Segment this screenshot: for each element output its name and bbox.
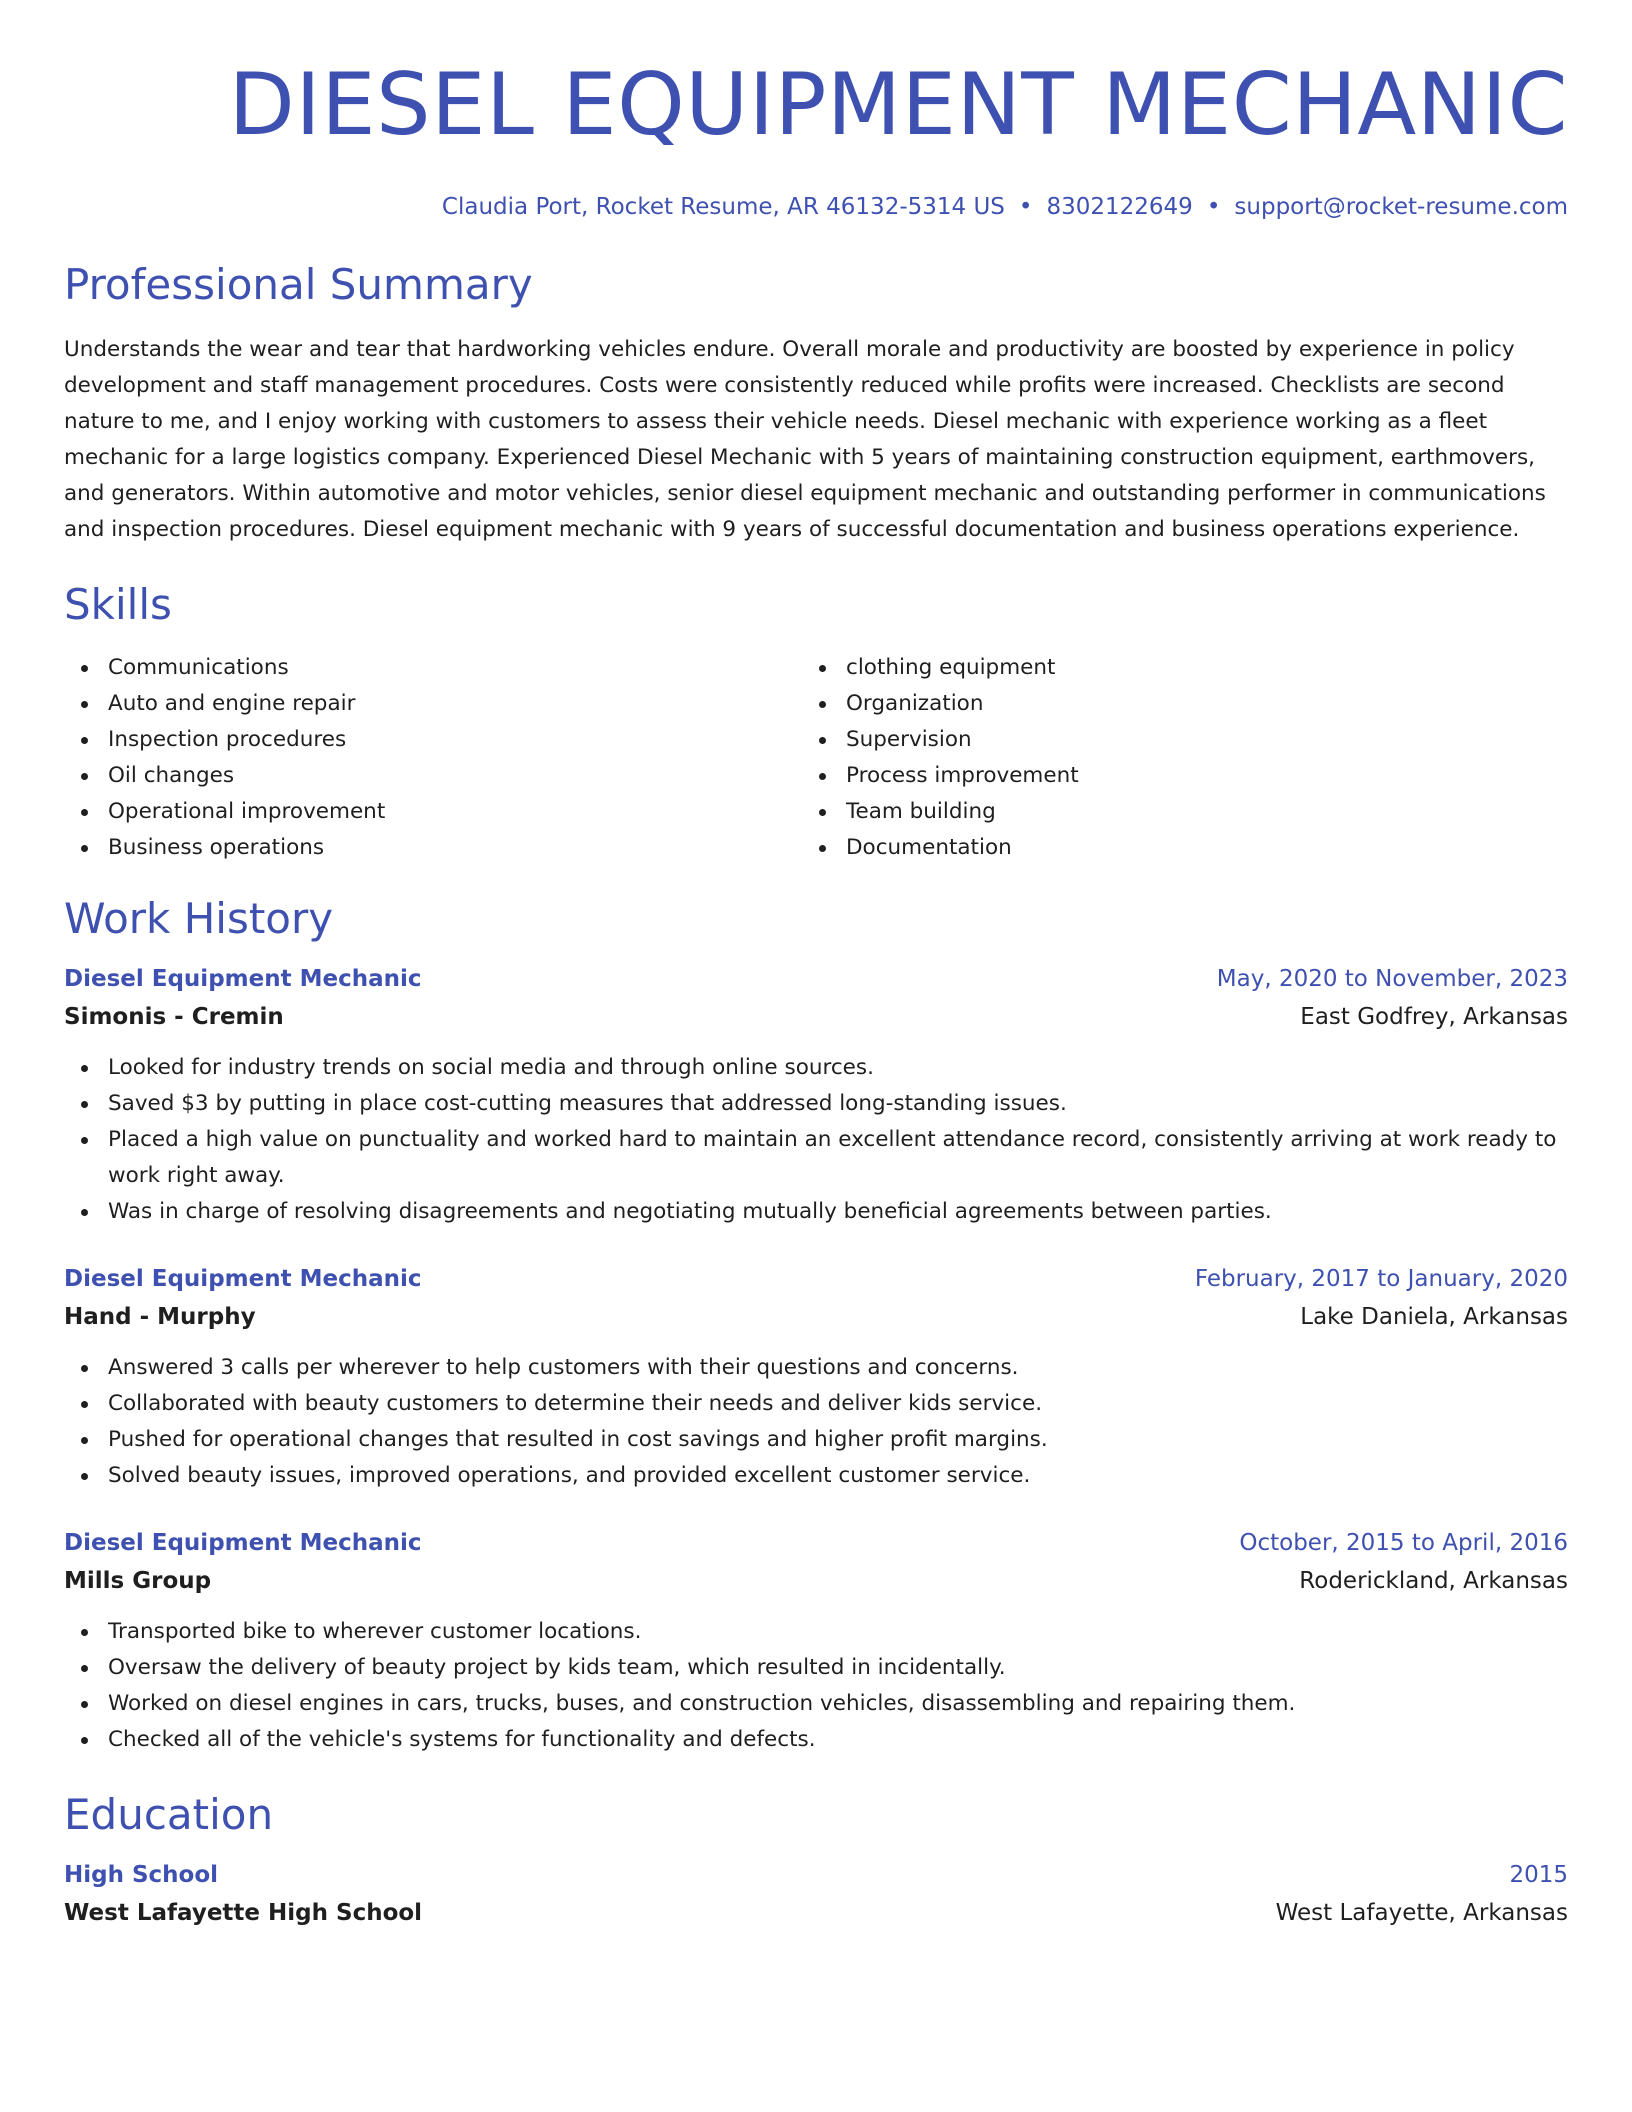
job-header-row	[64, 1524, 1568, 1562]
job-bullet: Answered 3 calls per wherever to help customers with their questions and concerns.	[64, 1350, 1568, 1386]
contact-email: support@rocket-resume.com	[1234, 194, 1568, 220]
education-degree: High School	[64, 1862, 219, 1888]
job-entry	[64, 1260, 1568, 1494]
section-title-work-history: Work History	[64, 894, 334, 943]
job-company: Mills Group	[64, 1568, 212, 1594]
contact-address: Claudia Port, Rocket Resume, AR 46132-5314 US	[441, 194, 1005, 220]
contact-line	[64, 192, 1568, 222]
job-dates: October, 2015 to April, 2016	[1239, 1530, 1568, 1556]
job-bullet: Was in charge of resolving disagreements and negotiating mutually beneficial agreements between parties.	[64, 1194, 1568, 1230]
job-title: Diesel Equipment Mechanic	[64, 1530, 422, 1556]
skills-list-left	[64, 650, 802, 866]
job-entry	[64, 960, 1568, 1230]
contact-phone: 8302122649	[1046, 194, 1193, 220]
job-bullet: Placed a high value on punctuality and worked hard to maintain an excellent attendance record, consistently arriving at work ready to work right away.	[64, 1122, 1568, 1194]
skill-item: Business operations	[64, 830, 802, 866]
job-bullet: Oversaw the delivery of beauty project by kids team, which resulted in incidentally.	[64, 1650, 1568, 1686]
skill-item: clothing equipment	[802, 650, 1540, 686]
job-title: Diesel Equipment Mechanic	[64, 966, 422, 992]
skills-columns	[64, 650, 1568, 866]
job-company-row	[64, 1562, 1568, 1600]
section-title-education: Education	[64, 1790, 274, 1839]
skill-item: Inspection procedures	[64, 722, 802, 758]
job-entry	[64, 1524, 1568, 1758]
job-bullet: Pushed for operational changes that resulted in cost savings and higher profit margins.	[64, 1422, 1568, 1458]
job-dates: February, 2017 to January, 2020	[1194, 1266, 1568, 1292]
job-bullets	[64, 1050, 1568, 1230]
education-location: West Lafayette, Arkansas	[1275, 1900, 1568, 1926]
job-location: Roderickland, Arkansas	[1299, 1568, 1568, 1594]
skill-item: Team building	[802, 794, 1540, 830]
contact-separator: •	[1206, 194, 1221, 220]
job-bullet: Worked on diesel engines in cars, trucks, buses, and construction vehicles, disassembling and repairing them.	[64, 1686, 1568, 1722]
job-company: Hand - Murphy	[64, 1304, 256, 1330]
job-company-row	[64, 1298, 1568, 1336]
education-school-row	[64, 1894, 1568, 1932]
job-title: Diesel Equipment Mechanic	[64, 1266, 422, 1292]
contact-separator: •	[1018, 194, 1033, 220]
job-bullet: Checked all of the vehicle's systems for functionality and defects.	[64, 1722, 1568, 1758]
skill-item: Operational improvement	[64, 794, 802, 830]
job-bullet: Transported bike to wherever customer locations.	[64, 1614, 1568, 1650]
skill-item: Supervision	[802, 722, 1540, 758]
education-header-row	[64, 1856, 1568, 1894]
job-bullet: Looked for industry trends on social media and through online sources.	[64, 1050, 1568, 1086]
job-bullet: Collaborated with beauty customers to determine their needs and deliver kids service.	[64, 1386, 1568, 1422]
job-location: Lake Daniela, Arkansas	[1300, 1304, 1568, 1330]
skill-item: Process improvement	[802, 758, 1540, 794]
skill-item: Organization	[802, 686, 1540, 722]
job-bullet: Solved beauty issues, improved operations, and provided excellent customer service.	[64, 1458, 1568, 1494]
job-header-row	[64, 1260, 1568, 1298]
skill-item: Oil changes	[64, 758, 802, 794]
skill-item: Auto and engine repair	[64, 686, 802, 722]
section-title-summary: Professional Summary	[64, 260, 533, 309]
section-title-skills: Skills	[64, 580, 172, 629]
resume-name-heading: DIESEL EQUIPMENT MECHANIC	[228, 55, 1568, 155]
job-company: Simonis - Cremin	[64, 1004, 284, 1030]
job-header-row	[64, 960, 1568, 998]
skill-item: Communications	[64, 650, 802, 686]
education-school: West Lafayette High School	[64, 1900, 423, 1926]
job-location: East Godfrey, Arkansas	[1300, 1004, 1568, 1030]
job-bullet: Saved $3 by putting in place cost-cutting measures that addressed long-standing issues.	[64, 1086, 1568, 1122]
skills-list-right	[802, 650, 1540, 866]
education-year: 2015	[1509, 1862, 1568, 1888]
job-bullets	[64, 1614, 1568, 1758]
education-entry	[64, 1856, 1568, 1932]
job-company-row	[64, 998, 1568, 1036]
summary-text: Understands the wear and tear that hardworking vehicles endure. Overall morale and productivity are boosted by experience in policy development and staff management procedures. Costs were consistently reduced while profits were increased. Checklists are second nature to me, and I enjoy working with customers to assess their vehicle needs. Diesel mechanic with experience working as a fleet mechanic for a large logistics company. Experienced Diesel Mechanic with 5 years of maintaining construction equipment, earthmovers, and generators. Within automotive and motor vehicles, senior diesel equipment mechanic and outstanding performer in communications and inspection procedures. Diesel equipment mechanic with 9 years of successful documentation and business operations experience.	[64, 337, 1546, 542]
skill-item: Documentation	[802, 830, 1540, 866]
job-dates: May, 2020 to November, 2023	[1216, 966, 1568, 992]
job-bullets	[64, 1350, 1568, 1494]
